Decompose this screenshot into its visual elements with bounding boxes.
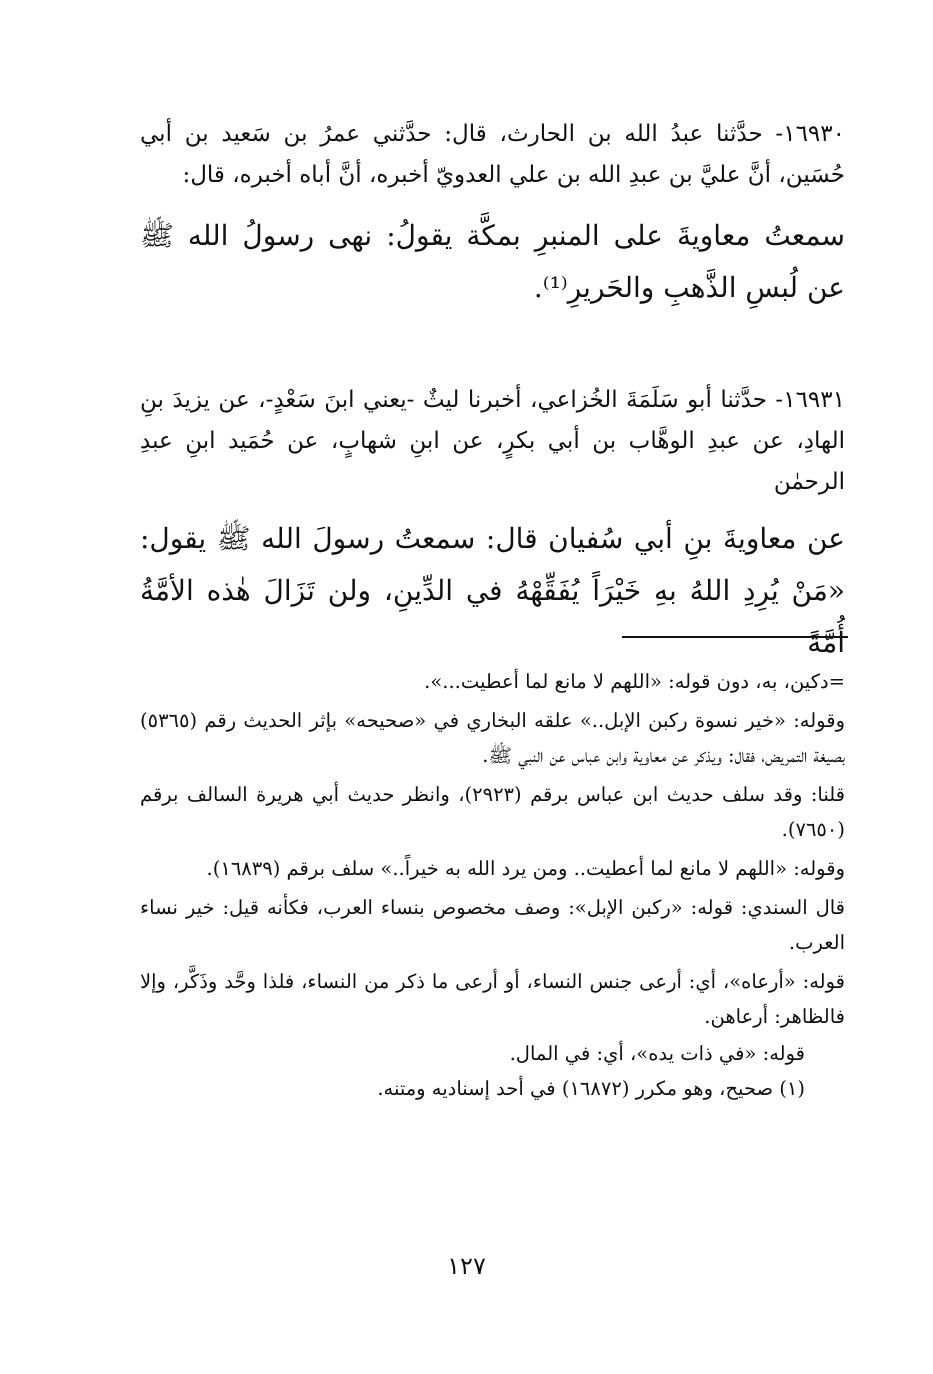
- isnad-16931: ١٦٩٣١- حدَّثنا أبو سَلَمَةَ الخُزاعي، أخبرنا ليثٌ -يعني ابنَ سَعْدٍ-، عن يزيدَ بنِ الهادِ، عن عبدِ الوهَّاب بن أبي بكرٍ، عن ابنِ شهابٍ، عن حُمَيد ابنِ عبدِ الرحمٰن: [140, 387, 845, 495]
- page-number: ١٢٧: [447, 1252, 486, 1280]
- footnote-line: قال السندي: قوله: «ركبن الإبل»: وصف مخصوص بنساء العرب، فكأنه قيل: خير نساء العرب.: [140, 896, 845, 954]
- footnote-line: قوله: «أرعاه»، أي: أرعى جنس النساء، أو أرعى ما ذكر من النساء، فلذا وحَّد وذَكَّر، وإلا فالظاهر: أرعاهن.: [140, 970, 845, 1028]
- footnote-line: وقوله: «اللهم لا مانع لما أعطيت.. ومن يرد الله به خيراً..» سلف برقم (١٦٨٣٩).: [206, 857, 845, 880]
- isnad-16930: ١٦٩٣٠- حدَّثنا عبدُ الله بن الحارث، قال: حدَّثني عمرُ بن سَعيد بن أبي حُسَين، أنَّ عليَّ بن عبدِ الله بن علي العدويّ أخبره، أنَّ أباه أخبره، قال:: [140, 121, 845, 188]
- footnote-line: قوله: «في ذات يده»، أي: في المال.: [509, 1042, 805, 1065]
- footnotes: [140, 664, 845, 1106]
- hadith-16931: [140, 380, 845, 669]
- footnote-line: =دكين، به، دون قوله: «اللهم لا مانع لما أعطيت...».: [424, 670, 845, 693]
- matn-16931: عن معاويةَ بنِ أبي سُفيان قال: سمعتُ رسولَ الله ﷺ يقول: «مَنْ يُرِدِ اللهُ بهِ خَيْرَاً يُفَقِّهْهُ في الدِّينِ، ولن تَزَالَ هٰذه الأمَّةُ أُمَّةً: [140, 522, 845, 659]
- footnote-line: وقوله: «خير نسوة ركبن الإبل..» علقه البخاري في «صحيحه» بإثر الحديث رقم (٥٣٦٥) بصيغة التمريض، فقال: ويذكر عن معاوية وابن عباس عن النبي ﷺ.: [140, 709, 845, 767]
- footnote-separator: [622, 636, 848, 638]
- matn-16930: سمعتُ معاويةَ على المنبرِ بمكَّة يقولُ: نهى رسولُ الله ﷺ عن لُبسِ الذَّهبِ والحَريرِ⁽¹⁾.: [140, 219, 845, 304]
- footnote-line: قلنا: وقد سلف حديث ابن عباس برقم (٢٩٢٣)، وانظر حديث أبي هريرة السالف برقم (٧٦٥٠).: [140, 783, 845, 841]
- hadith-16930: [140, 114, 845, 314]
- footnote-1: (١) صحيح، وهو مكرر (١٦٨٧٢) في أحد إسناديه ومتنه.: [377, 1077, 805, 1100]
